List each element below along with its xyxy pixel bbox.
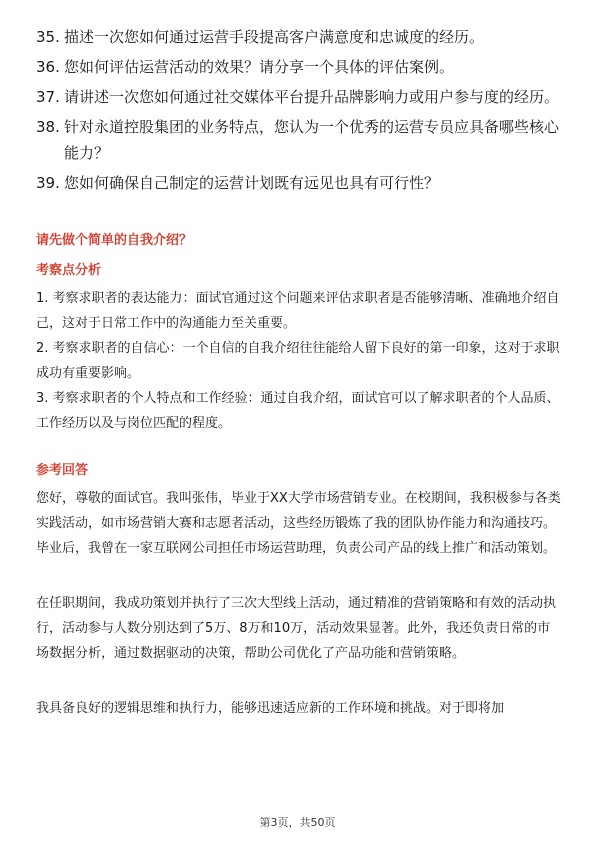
answer-paragraph: 我具备良好的逻辑思维和执行力，能够迅速适应新的工作环境和挑战。对于即将加 — [36, 701, 505, 716]
question-number: 37. — [36, 88, 60, 106]
question-text: 针对永道控股集团的业务特点，您认为一个优秀的运营专员应具备哪些核心能力？ — [64, 118, 560, 162]
question-text: 请讲述一次您如何通过社交媒体平台提升品牌影响力或用户参与度的经历。 — [64, 88, 560, 106]
question-number: 39. — [36, 174, 60, 192]
analysis-heading: 考察点分析 — [36, 263, 102, 278]
question-item — [36, 84, 561, 110]
question-title: 请先做个简单的自我介绍？ — [36, 233, 193, 248]
answer-section — [36, 462, 561, 721]
question-text: 您如何确保自己制定的运营计划既有远见也具有可行性？ — [64, 174, 440, 192]
answer-paragraph: 您好，尊敬的面试官。我叫张伟，毕业于XX大学市场营销专业。在校期间，我积极参与各类实践活动，如市场营销大赛和志愿者活动，这些经历锻炼了我的团队协作能力和沟通技巧。毕业后，我曾在一家互联网公司担任市场运营助理，负责公司产品的线上推广和活动策划。 — [36, 491, 561, 556]
question-number: 35. — [36, 28, 60, 46]
question-number: 36. — [36, 58, 60, 76]
question-item — [36, 170, 561, 196]
analysis-item: 3. 考察求职者的个人特点和工作经验：通过自我介绍，面试官可以了解求职者的个人品质、工作经历以及与岗位匹配的程度。 — [36, 391, 560, 431]
answer-paragraph: 在任职期间，我成功策划并执行了三次大型线上活动，通过精准的营销策略和有效的活动执行，活动参与人数分别达到了5万、8万和10万，活动效果显著。此外，我还负责日常的市场数据分析，通过数据驱动的决策，帮助公司优化了产品功能和营销策略。 — [36, 596, 557, 661]
page-footer: 第3页，共50页 — [259, 816, 336, 829]
question-list — [36, 24, 561, 200]
answer-heading: 参考回答 — [36, 463, 89, 478]
analysis-section — [36, 262, 561, 436]
analysis-item: 1. 考察求职者的表达能力：面试官通过这个问题来评估求职者是否能够清晰、准确地介绍自己，这对于日常工作中的沟通能力至关重要。 — [36, 291, 560, 331]
question-text: 描述一次您如何通过运营手段提高客户满意度和忠诚度的经历。 — [64, 28, 485, 46]
question-item — [36, 24, 561, 50]
question-text: 您如何评估运营活动的效果？请分享一个具体的评估案例。 — [64, 58, 455, 76]
analysis-item: 2. 考察求职者的自信心：一个自信的自我介绍往往能给人留下良好的第一印象，这对于求职成功有重要影响。 — [36, 341, 560, 381]
question-item — [36, 114, 561, 166]
question-item — [36, 54, 561, 80]
question-number: 38. — [36, 118, 60, 136]
question-title-block — [36, 232, 561, 250]
